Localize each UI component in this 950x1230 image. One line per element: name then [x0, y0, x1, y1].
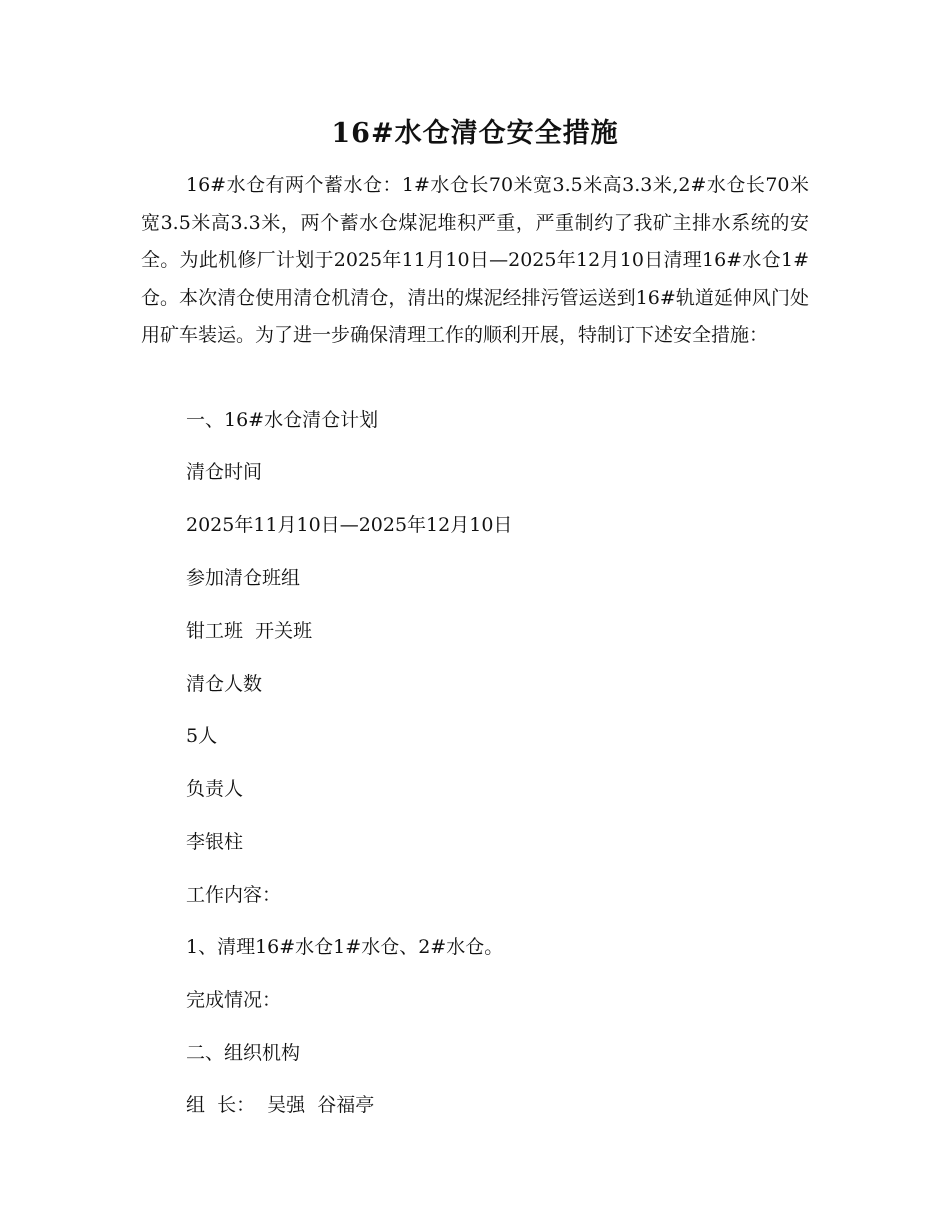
headcount-value: 5人 [186, 725, 218, 747]
completion-label: 完成情况： [186, 989, 282, 1011]
document-title: 16#水仓清仓安全措施 [331, 118, 619, 149]
work-content-item: 1、清理16#水仓1#水仓、2#水仓。 [186, 936, 504, 958]
work-content-label: 工作内容： [186, 884, 282, 906]
leader-label: 负责人 [186, 778, 244, 800]
clean-time-label: 清仓时间 [186, 461, 263, 483]
group-leader-line: 组 长： 吴强 谷福亭 [186, 1094, 375, 1116]
section2-heading: 二、组织机构 [186, 1042, 301, 1064]
headcount-label: 清仓人数 [186, 673, 263, 695]
clean-time-value: 2025年11月10日—2025年12月10日 [186, 514, 513, 536]
leader-value: 李银柱 [186, 831, 244, 853]
team-label: 参加清仓班组 [186, 567, 301, 589]
team-value: 钳工班 开关班 [186, 620, 313, 642]
section1-heading: 一、16#水仓清仓计划 [186, 409, 379, 431]
intro-paragraph: 16#水仓有两个蓄水仓：1#水仓长70米宽3.5米高3.3米,2#水仓长70米宽3.5米高3.3米，两个蓄水仓煤泥堆积严重，严重制约了我矿主排水系统的安全。为此机修厂计划于2025年11月10日—2025年12月10日清理16#水仓1#仓。本次清仓使用清仓机清仓，清出的煤泥经排污管运送到16#轨道延伸风门处用矿车装运。为了进一步确保清理工作的顺利开展，特制订下述安全措施： [141, 174, 809, 346]
